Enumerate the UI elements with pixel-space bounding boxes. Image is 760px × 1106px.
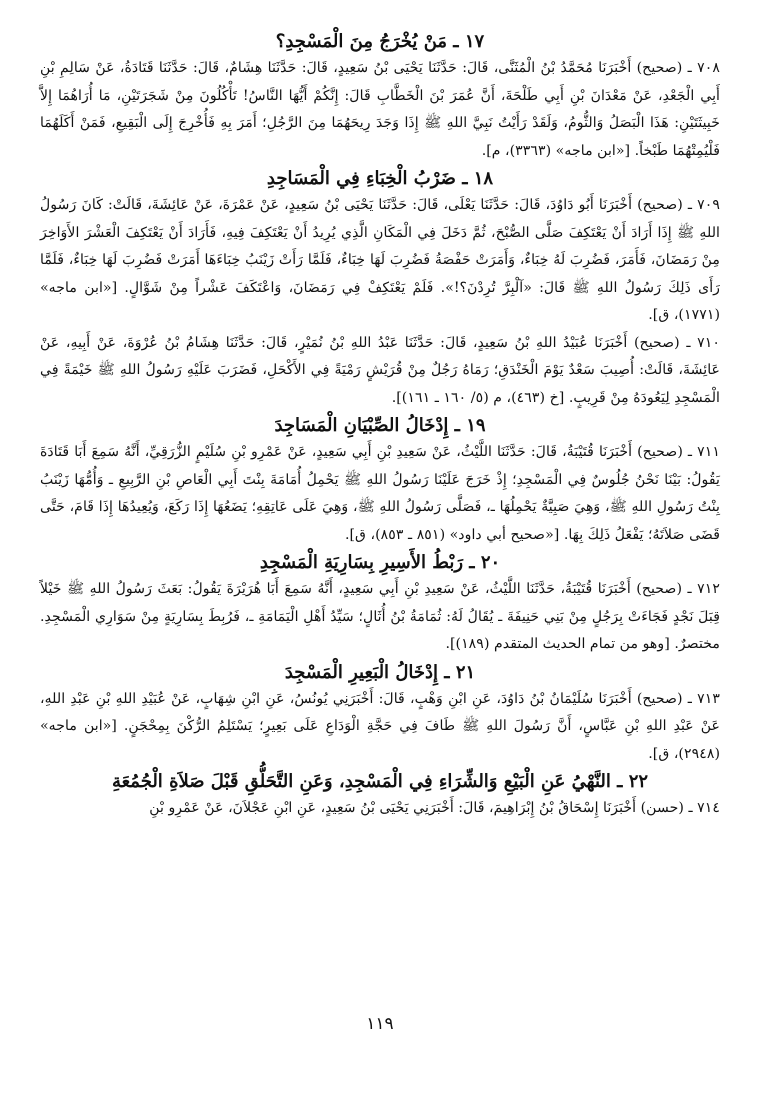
hadith-text: أَخْبَرَنَا عُبَيْدُ اللهِ بْنُ سَعِيدٍ، قَالَ: حَدَّثَنَا عَبْدُ اللهِ بْنُ نُمَيْرٍ، قَالَ: حَدَّثَنَا هِشَامُ بْنُ عُرْوَةَ، عَنْ أَبِيهِ، عَنْ عَائِشَةَ، قَالَتْ: أُصِيبَ سَعْدٌ يَوْمَ الْخَنْدَقِ؛ رَمَاهُ رَجُلٌ مِنْ قُرَيْشٍ رَمْيَةً فِي الأَكْحَلِ، فَضَرَبَ عَلَيْهِ رَسُولُ اللهِ ﷺ خَيْمَةً فِي الْمَسْجِدِ لِيَعُودَهُ مِنْ قَرِيبٍ.	[40, 334, 720, 406]
hadith-entry	[40, 576, 720, 659]
hadith-entry	[40, 330, 720, 413]
hadith-grade: (صحيح)	[636, 60, 683, 76]
hadith-source: [خ (٤٦٣)، م (٥/ ١٦٠ ـ ١٦١)].	[391, 389, 565, 406]
hadith-text: أَخْبَرَنَا سُلَيْمَانُ بْنُ دَاوُدَ، عَنِ ابْنِ وَهْبٍ، قَالَ: أَخْبَرَنِي يُونُسُ، عَنِ ابْنِ شِهَابٍ، عَنْ عُبَيْدِ اللهِ بْنِ عَبْدِ اللهِ، عَنْ عَبْدِ اللهِ بْنِ عَبَّاسٍ، أَنَّ رَسُولَ اللهِ ﷺ طَافَ فِي حَجَّةِ الْوَدَاعِ عَلَى بَعِيرٍ؛ يَسْتَلِمُ الرُّكْنَ بِمِحْجَنٍ.	[40, 690, 721, 734]
hadith-number: ٧١٢ ـ	[687, 581, 720, 597]
hadith-text: أَخْبَرَنَا إِسْحَاقُ بْنُ إِبْرَاهِيمَ، قَالَ: أَخْبَرَنِي يَحْيَى بْنُ سَعِيدٍ، عَنِ ابْنِ عَجْلاَنَ، عَنْ عَمْرِو بْنِ	[149, 800, 637, 816]
hadith-text: أَخْبَرَنَا قُتَيْبَةُ، قَالَ: حَدَّثَنَا اللَّيْثُ، عَنْ سَعِيدِ بْنِ أَبِي سَعِيدٍ، عَنْ عَمْرِو بْنِ سُلَيْمٍ الزُّرَقِيِّ، أَنَّهُ سَمِعَ أَبَا قَتَادَةَ يَقُولُ: بَيْنَا نَحْنُ جُلُوسٌ فِي الْمَسْجِدِ؛ إِذْ خَرَجَ عَلَيْنَا رَسُولُ اللهِ ﷺ يَحْمِلُ أُمَامَةَ بِنْتَ أَبِي الْعَاصِ بْنِ الرَّبِيعِ ـ وَأُمُّهَا زَيْنَبُ بِنْتُ رَسُولِ اللهِ ﷺ، وَهِيَ صَبِيَّةٌ يَحْمِلُهَا ـ، فَصَلَّى رَسُولُ اللهِ ﷺ، وَهِيَ عَلَى عَاتِقِهِ؛ يَضَعُهَا إِذَا رَكَعَ، وَيُعِيدُهَا إِذَا قَامَ، حَتَّى قَضَى صَلاَتَهُ؛ يَفْعَلُ ذَلِكَ بِهَا.	[40, 444, 720, 543]
hadith-entry	[40, 439, 720, 549]
chapter-heading: ٢٢ ـ النَّهْيُ عَنِ الْبَيْعِ وَالشِّرَاءِ فِي الْمَسْجِدِ، وَعَنِ التَّحَلُّقِ قَبْلَ صَلاَةِ الْجُمُعَةِ	[111, 771, 649, 792]
hadith-text: أَخْبَرَنَا قُتَيْبَةُ، حَدَّثَنَا اللَّيْثُ، عَنْ سَعِيدِ بْنِ أَبِي سَعِيدٍ، أَنَّهُ سَمِعَ أَبَا هُرَيْرَةَ يَقُولُ: بَعَثَ رَسُولُ اللهِ ﷺ خَيْلاً قِبَلَ نَجْدٍ فَجَاءَتْ بِرَجُلٍ مِنْ بَنِي حَنِيفَةَ ـ يُقَالُ لَهُ: ثُمَامَةُ بْنُ أُثَالٍ؛ سَيِّدُ أَهْلِ الْيَمَامَةِ ـ، فَرُبِطَ بِسَارِيَةٍ مِنْ سَوَارِي الْمَسْجِدِ. مختصرٌ.	[40, 581, 720, 652]
hadith-text: أَخْبَرَنَا مُحَمَّدُ بْنُ الْمُثَنَّى، قَالَ: حَدَّثَنَا يَحْيَى بْنُ سَعِيدٍ، قَالَ: حَدَّثَنَا هِشَامٌ، قَالَ: حَدَّثَنَا قَتَادَةُ، عَنْ سَالِمِ بْنِ أَبِي الْجَعْدِ، عَنْ مَعْدَانَ بْنِ أَبِي طَلْحَةَ، أَنَّ عُمَرَ بْنَ الْخَطَّابِ قَالَ: إِنَّكُمْ أَيُّهَا النَّاسُ! تَأْكُلُونَ مِنْ شَجَرَتَيْنِ، مَا أُرَاهُمَا إِلاَّ خَبِيثَتَيْنِ: هَذَا الْبَصَلُ وَالثُّومُ، وَلَقَدْ رَأَيْتُ نَبِيَّ اللهِ ﷺ إِذَا وَجَدَ رِيحَهُمَا مِنَ الرَّجُلِ؛ أَمَرَ بِهِ فَأُخْرِجَ إِلَى الْبَقِيعِ، فَمَنْ أَكَلَهُمَا فَلْيُمِتْهُمَا طَبْخاً.	[40, 60, 720, 159]
chapter-heading: ٢٠ ـ رَبْطُ الأَسِيرِ بِسَارِيَةِ الْمَسْجِدِ	[259, 552, 501, 573]
hadith-grade: (حسن)	[640, 800, 684, 816]
hadith-grade: (صحيح)	[637, 444, 683, 460]
hadith-grade: (صحيح)	[634, 334, 680, 351]
hadith-number: ٧٠٨ ـ	[687, 60, 720, 76]
hadith-number: ٧١٠ ـ	[686, 334, 720, 351]
chapter-heading: ١٧ ـ مَنْ يُخْرَجُ مِنَ الْمَسْجِدِ؟	[275, 31, 485, 52]
page-number: ١١٩	[366, 1014, 394, 1034]
hadith-number: ٧١٤ ـ	[688, 800, 720, 816]
hadith-entry	[40, 55, 720, 165]
hadith-grade: (صحيح)	[637, 197, 683, 213]
hadith-source: [«ابن ماجه» (١٧٧١)، ق].	[40, 279, 720, 323]
chapter-heading: ١٨ ـ ضَرْبُ الْخِبَاءِ فِي الْمَسَاجِدِ	[266, 168, 494, 189]
hadith-source: [وهو من تمام الحديث المتقدم (١٨٩)].	[445, 636, 670, 652]
hadith-number: ٧١١ ـ	[687, 444, 721, 460]
hadith-entry	[40, 795, 720, 823]
hadith-number: ٧١٣ ـ	[687, 690, 721, 707]
hadith-entry	[40, 686, 720, 769]
hadith-text: أَخْبَرَنَا أَبُو دَاوُدَ، قَالَ: حَدَّثَنَا يَعْلَى، قَالَ: حَدَّثَنَا يَحْيَى بْنُ سَعِيدٍ، عَنْ عَمْرَةَ، عَنْ عَائِشَةَ، قَالَتْ: كَانَ رَسُولُ اللهِ ﷺ إِذَا أَرَادَ أَنْ يَعْتَكِفَ صَلَّى الصُّبْحَ، ثُمَّ دَخَلَ فِي الْمَكَانِ الَّذِي يُرِيدُ أَنْ يَعْتَكِفَ فِيهِ، فَأَرَادَ أَنْ يَعْتَكِفَ الْعَشْرَ الأَوَاخِرَ مِنْ رَمَضَانَ، فَأَمَرَ، فَضُرِبَ لَهُ خِبَاءٌ، وَأَمَرَتْ حَفْصَةُ فَضُرِبَ لَهَا خِبَاءٌ، فَلَمَّا رَأَتْ زَيْنَبُ خِبَاءَهَا أَمَرَتْ فَضُرِبَ لَهَا خِبَاءٌ، فَلَمَّا رَأَى ذَلِكَ رَسُولُ اللهِ ﷺ قَالَ: «آلْبِرَّ تُرِدْنَ؟!». فَلَمْ يَعْتَكِفْ فِي رَمَضَانَ، وَاعْتَكَفَ عَشْراً مِنْ شَوَّالٍ.	[40, 197, 720, 296]
hadith-source: [«ابن ماجه» (٣٣٦٣)، م].	[481, 142, 631, 159]
chapter-heading: ١٩ ـ إِدْخَالُ الصِّبْيَانِ الْمَسَاجِدَ	[274, 415, 486, 436]
chapter-heading: ٢١ ـ إِدْخَالُ الْبَعِيرِ الْمَسْجِدَ	[284, 661, 476, 683]
hadith-grade: (صحيح)	[636, 581, 683, 597]
hadith-number: ٧٠٩ ـ	[687, 197, 720, 213]
hadith-source: [«صحيح أبي داود» (٨٥١ ـ ٨٥٣)، ق].	[344, 526, 560, 543]
hadith-source: [«ابن ماجه» (٢٩٤٨)، ق].	[40, 718, 720, 762]
hadith-grade: (صحيح)	[636, 690, 683, 707]
hadith-entry	[40, 192, 720, 330]
